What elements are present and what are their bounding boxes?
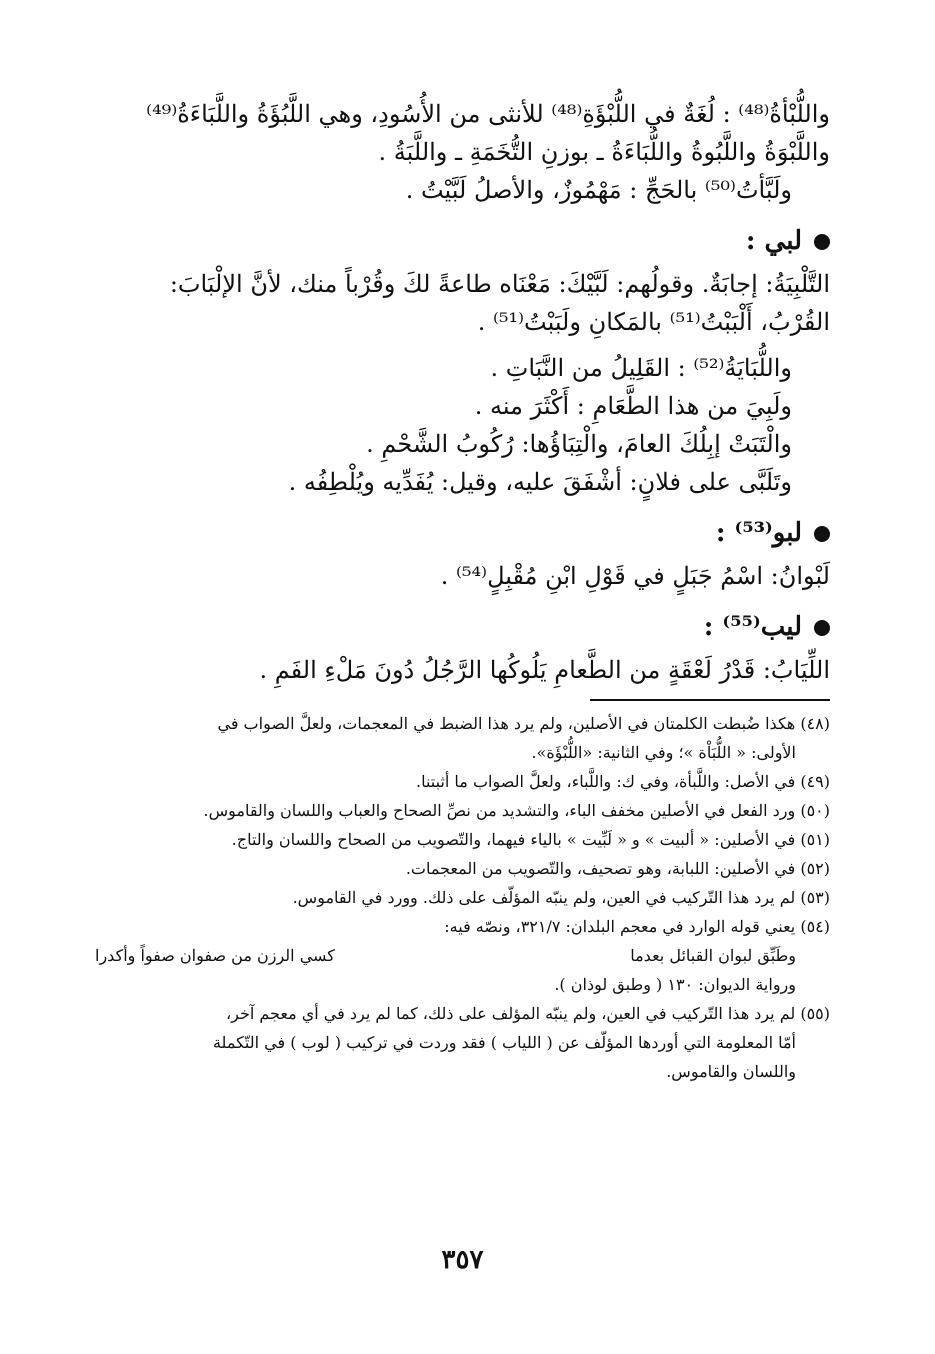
entry-heading-label: لبي : — [745, 226, 802, 256]
footnote: (٥١) في الأصلين: « ألبيت » و « لَبِّيت » بالياء فيهما، والتّصويب من الصحاح واللسان والتاج. — [231, 830, 830, 849]
footnote-separator — [590, 699, 830, 701]
entry-line: واللُّبَايَةُ⁽⁵²⁾ : القَلِيلُ من النَّبَاتِ . — [490, 354, 792, 382]
entry-heading-label: ليب⁽⁵⁵⁾ : — [703, 612, 802, 642]
footnote: (٤٨) هكذا ضُبطت الكلمتان في الأصلين، ولم يرد هذا الضبط في المعجمات، ولعلَّ الصواب في — [217, 714, 830, 733]
entry-line: لَبْوانُ: اسْمُ جَبَلٍ في قَوْلِ ابْنِ مُقْبِلٍ⁽⁵⁴⁾ . — [440, 562, 830, 590]
footnote: (٥٠) ورد الفعل في الأصلين مخفف الباء، والتشديد من نصِّ الصحاح والعباب واللسان والقاموس. — [203, 801, 830, 820]
entry-heading-label: لبو⁽⁵³⁾ : — [715, 518, 802, 548]
entry-line: والْتَبَتْ إبِلُكَ العامَ، والْتِبَاؤُها: رُكُوبُ الشَّحْمِ . — [366, 430, 792, 458]
footnotes — [95, 709, 830, 1086]
entry-line: ولَبِيَ من هذا الطَّعَامِ : أَكْثَرَ منه . — [474, 392, 792, 420]
bullet-icon — [814, 234, 830, 250]
entry-line: اللِّيَابُ: قَدْرُ لَعْقَةٍ من الطَّعامِ يَلُوكُها الرَّجُلُ دُونَ مَلْءِ الفَمِ . — [259, 656, 830, 684]
footnote: (٥٢) في الأصلين: اللبابة، وهو تصحيف، والتّصويب من المعجمات. — [405, 859, 830, 878]
entry-heading — [95, 513, 830, 553]
footnote: (٥٣) لم يرد هذا التّركيب في العين، ولم ينبّه المؤلّف على ذلك. وورد في القاموس. — [292, 888, 830, 907]
verse-hemistich: وطَبِّق لبوان القبائل بعدما — [630, 946, 796, 965]
poetry-verse — [95, 941, 830, 970]
verse-hemistich: كسي الرزن من صفوان صفواً وأكدرا — [95, 946, 335, 965]
bullet-icon — [814, 526, 830, 542]
entry-line: واللُّبْأةُ⁽⁴⁸⁾ : لُغَةٌ في اللُّبْؤَةِ⁽⁴⁸⁾ للأنثى من الأُسُودِ، وهي اللَّبُؤَةُ واللَّبَاءَةُ⁽⁴⁹⁾ — [146, 100, 830, 128]
entry-line: وتَلَبَّى على فلانٍ: أشْفَقَ عليه، وقيل: يُفَدِّيه ويُلْطِفُه . — [288, 468, 792, 496]
entry-line: واللَّبْوَةُ واللَّبُوةُ واللُّبَاءَةُ ـ بوزنِ التُّخَمَةِ ـ واللَّبَةُ . — [378, 138, 830, 166]
entry-line: القُرْبُ، أَلْبَبْتُ⁽⁵¹⁾ بالمَكانِ ولَبَبْتُ⁽⁵¹⁾ . — [477, 308, 830, 336]
entry-heading — [95, 221, 830, 261]
entry-line: ولَبَّأتُ⁽⁵⁰⁾ بالحَجِّ : مَهْمُوزٌ، والأصلُ لَبَّيْتُ . — [405, 176, 792, 204]
footnote: الأولى: « اللُّبَاْة »؛ وفي الثانية: «اللُّبْؤَة». — [531, 743, 796, 762]
bullet-icon — [814, 620, 830, 636]
footnote: (٥٥) لم يرد هذا التّركيب في العين، ولم ينبّه المؤلف على ذلك، كما لم يرد في أي معجم آخر، — [225, 1004, 830, 1023]
footnote: (٤٩) في الأصل: واللَّبأة، وفي ك: واللَّباء، ولعلَّ الصواب ما أثبتنا. — [416, 772, 830, 791]
main-text — [95, 95, 830, 689]
footnote: واللسان والقاموس. — [666, 1062, 796, 1081]
page-number: ٣٥٧ — [441, 1245, 484, 1275]
entry-line: التَّلْبِيَةُ: إجابَةٌ. وقولُهم: لَبَّيْكَ: مَعْنَاه طاعةً لكَ وقُرْباً منك، لأنَّ الإلْبَابَ: — [169, 270, 830, 298]
book-page — [95, 95, 830, 1325]
footnote: ورواية الديوان: ١٣٠ ( وطبق لوذان ). — [554, 975, 796, 994]
footnote: (٥٤) يعني قوله الوارد في معجم البلدان: ٣٢١/٧، ونصّه فيه: — [444, 917, 830, 936]
footnote: أمّا المعلومة التي أوردها المؤلّف عن ( اللياب ) فقد وردت في تركيب ( لوب ) في التّكملة — [212, 1033, 796, 1052]
entry-heading — [95, 607, 830, 647]
